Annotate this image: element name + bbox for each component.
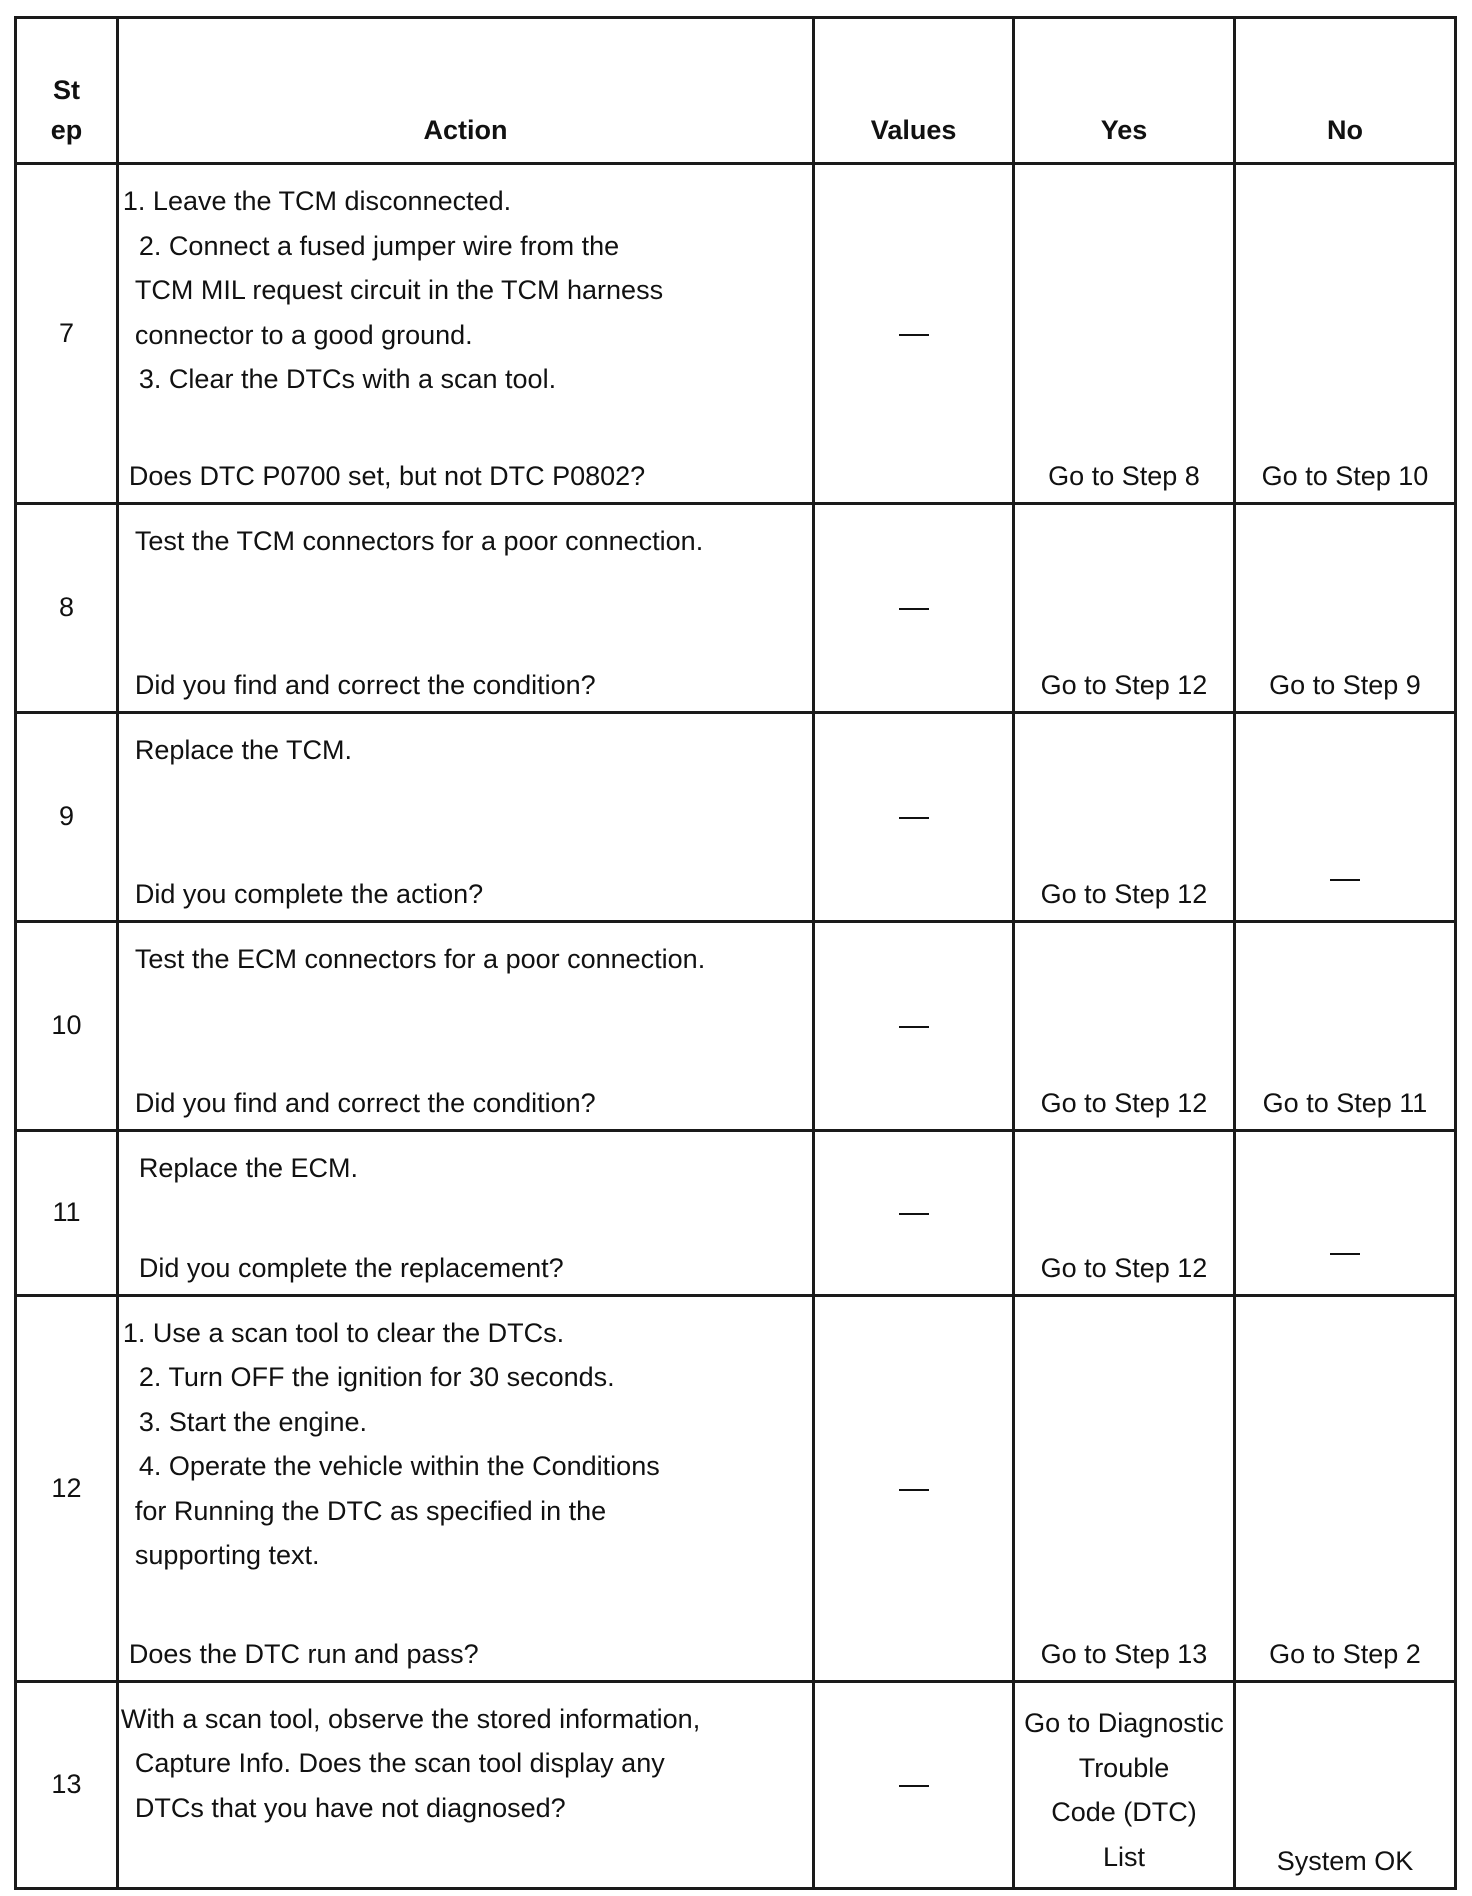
action-line: With a scan tool, observe the stored information,: [120, 1703, 701, 1734]
action-line: 1. Leave the TCM disconnected.: [122, 186, 512, 216]
no-dash-mark: [1330, 1253, 1360, 1255]
yes-link: Go to Step 12: [1040, 878, 1208, 909]
yes-link: Go to Step 12: [1040, 1252, 1208, 1283]
no-dash-mark: [1330, 879, 1360, 881]
step-number: 13: [16, 1681, 118, 1888]
no-link: Go to Step 9: [1269, 669, 1421, 700]
header-action: Action: [117, 18, 813, 164]
action-cell: [117, 1131, 813, 1296]
yes-cell: [1013, 1681, 1234, 1888]
values-dash: [899, 1785, 929, 1787]
header-step-line2: ep: [50, 115, 83, 145]
action-cell: [117, 1681, 813, 1888]
action-line: 3. Clear the DTCs with a scan tool.: [138, 364, 557, 394]
yes-cell: [1013, 712, 1234, 921]
no-link: Go to Step 2: [1269, 1638, 1421, 1669]
values-cell: [814, 921, 1014, 1130]
no-link: Go to Step 10: [1261, 460, 1429, 491]
action-cell: [117, 1295, 813, 1681]
values-cell: [814, 1131, 1014, 1296]
yes-cell: [1013, 164, 1234, 504]
values-dash: [899, 1026, 929, 1028]
step-number: 11: [16, 1131, 118, 1296]
action-question: Did you find and correct the condition?: [134, 669, 596, 700]
yes-line: Trouble: [1078, 1752, 1170, 1783]
no-cell: [1234, 921, 1455, 1130]
header-yes: Yes: [1013, 18, 1234, 164]
header-values: Values: [814, 18, 1014, 164]
action-cell: [117, 921, 813, 1130]
header-step: [16, 18, 118, 164]
action-question: Did you complete the action?: [134, 878, 484, 909]
table-row: [16, 1681, 1456, 1888]
no-link: Go to Step 11: [1262, 1088, 1428, 1118]
action-question: Does DTC P0700 set, but not DTC P0802?: [128, 460, 646, 491]
table-row: [16, 503, 1456, 712]
values-cell: [814, 712, 1014, 921]
action-line: TCM MIL request circuit in the TCM harness: [134, 275, 664, 305]
values-dash: [899, 608, 929, 610]
action-line: Test the TCM connectors for a poor connection.: [134, 525, 704, 556]
table-row: [16, 1131, 1456, 1296]
step-number: 7: [16, 164, 118, 504]
no-dash: [1236, 1237, 1454, 1268]
diagnostic-table: [14, 16, 1457, 1890]
action-question: Does the DTC run and pass?: [128, 1638, 479, 1669]
values-dash: [899, 817, 929, 819]
action-line: DTCs that you have not diagnosed?: [134, 1792, 566, 1823]
action-line: Capture Info. Does the scan tool display any: [134, 1748, 665, 1779]
yes-cell: [1013, 1295, 1234, 1681]
step-number: 9: [16, 712, 118, 921]
values-dash: [899, 1489, 929, 1491]
header-row: [16, 18, 1456, 164]
action-line: Replace the ECM.: [138, 1153, 359, 1183]
table-row: [16, 921, 1456, 1130]
values-cell: [814, 503, 1014, 712]
action-line: 2. Turn OFF the ignition for 30 seconds.: [138, 1362, 615, 1393]
table-row: [16, 1295, 1456, 1681]
action-line: connector to a good ground.: [134, 319, 473, 350]
yes-link: Go to Step 12: [1040, 1088, 1208, 1118]
values-cell: [814, 1295, 1014, 1681]
action-cell: [117, 712, 813, 921]
yes-cell: [1013, 921, 1234, 1130]
yes-link: Go to Step 12: [1040, 669, 1208, 700]
header-step-line1: St: [52, 75, 80, 105]
yes-link-multiline: [1015, 1701, 1233, 1879]
values-cell: [814, 1681, 1014, 1888]
step-number: 12: [16, 1295, 118, 1681]
step-number: 8: [16, 503, 118, 712]
yes-cell: [1013, 1131, 1234, 1296]
action-cell: [117, 164, 813, 504]
action-question: Did you find and correct the condition?: [134, 1088, 596, 1118]
table-row: [16, 712, 1456, 921]
no-cell: [1234, 164, 1455, 504]
values-dash: [899, 1213, 929, 1215]
action-line: for Running the DTC as specified in the: [134, 1495, 607, 1526]
action-cell: [117, 503, 813, 712]
values-cell: [814, 164, 1014, 504]
yes-line: List: [1102, 1841, 1145, 1872]
action-line: 1. Use a scan tool to clear the DTCs.: [122, 1317, 565, 1348]
action-line: Test the ECM connectors for a poor connection.: [134, 943, 706, 974]
yes-link: Go to Step 8: [1048, 460, 1200, 491]
yes-link: Go to Step 13: [1040, 1638, 1208, 1669]
header-no: No: [1234, 18, 1455, 164]
action-line: supporting text.: [134, 1540, 320, 1571]
values-dash: [899, 334, 929, 336]
no-link: System OK: [1276, 1846, 1414, 1876]
no-dash: [1236, 863, 1454, 894]
yes-line: Go to Diagnostic: [1024, 1708, 1224, 1738]
yes-cell: [1013, 503, 1234, 712]
action-line: Replace the TCM.: [134, 734, 353, 765]
step-number: 10: [16, 921, 118, 1130]
action-line: 4. Operate the vehicle within the Conditions: [138, 1451, 660, 1482]
table-row: [16, 164, 1456, 504]
no-cell: [1234, 1681, 1455, 1888]
no-cell: [1234, 1295, 1455, 1681]
action-line: 2. Connect a fused jumper wire from the: [138, 230, 620, 261]
action-line: 3. Start the engine.: [138, 1406, 368, 1437]
action-question: Did you complete the replacement?: [138, 1252, 564, 1283]
no-cell: [1234, 1131, 1455, 1296]
no-cell: [1234, 712, 1455, 921]
yes-line: Code (DTC): [1051, 1797, 1197, 1827]
no-cell: [1234, 503, 1455, 712]
